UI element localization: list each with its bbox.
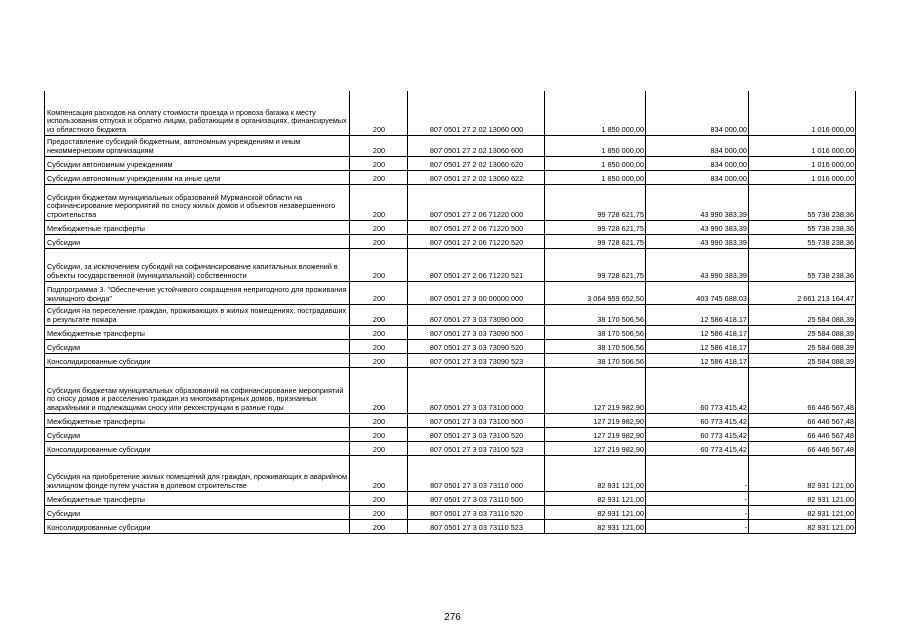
row-kbk-cell: 807 0501 27 2 02 13060 600 xyxy=(408,135,545,156)
row-kbk-cell: 807 0501 27 3 03 73100 523 xyxy=(408,441,545,455)
row-code-cell: 200 xyxy=(350,135,408,156)
row-name-cell: Субсидия бюджетам муниципальных образований Мурманской области на софинансирование мероприятий по сносу жилых домов и объектов незавершенного строительства xyxy=(45,184,350,220)
row-name-cell: Субсидии, за исключением субсидий на софинансирование капитальных вложений в объекты государственной (муниципальной) собственности xyxy=(45,248,350,281)
row-executed-cell: 834 000,00 xyxy=(646,170,749,184)
row-executed-cell: 834 000,00 xyxy=(646,135,749,156)
row-code-cell: 200 xyxy=(350,234,408,248)
row-name-cell: Субсидия на приобретение жилых помещений для граждан, проживающих в аварийном жилищном фонде путем участия в долевом строительстве xyxy=(45,455,350,491)
row-code-cell: 200 xyxy=(350,455,408,491)
row-kbk-cell: 807 0501 27 2 06 71220 000 xyxy=(408,184,545,220)
row-approved-cell: 38 170 506,56 xyxy=(545,325,646,339)
row-code-cell: 200 xyxy=(350,184,408,220)
row-name-cell: Консолидированные субсидии xyxy=(45,441,350,455)
row-code-cell: 200 xyxy=(350,304,408,325)
row-remaining-cell: 82 931 121,00 xyxy=(749,491,856,505)
table-row xyxy=(45,427,856,441)
row-executed-cell: 60 773 415,42 xyxy=(646,441,749,455)
table-row xyxy=(45,234,856,248)
row-name-cell: Субсидии xyxy=(45,505,350,519)
row-name-cell: Субсидии xyxy=(45,339,350,353)
row-code-cell: 200 xyxy=(350,505,408,519)
row-executed-cell: - xyxy=(646,491,749,505)
row-name-cell: Консолидированные субсидии xyxy=(45,519,350,533)
table-row xyxy=(45,184,856,220)
table-row xyxy=(45,505,856,519)
row-kbk-cell: 807 0501 27 2 06 71220 500 xyxy=(408,220,545,234)
row-approved-cell: 127 219 982,90 xyxy=(545,413,646,427)
row-kbk-cell: 807 0501 27 2 06 71220 520 xyxy=(408,234,545,248)
row-remaining-cell: 1 016 000,00 xyxy=(749,156,856,170)
row-remaining-cell: 1 016 000,00 xyxy=(749,135,856,156)
row-kbk-cell: 807 0501 27 3 03 73090 523 xyxy=(408,353,545,367)
row-code-cell: 200 xyxy=(350,156,408,170)
table-row xyxy=(45,156,856,170)
row-kbk-cell: 807 0501 27 2 02 13060 620 xyxy=(408,156,545,170)
row-kbk-cell: 807 0501 27 3 03 73100 000 xyxy=(408,367,545,413)
row-name-cell: Субсидии автономным учреждениям на иные цели xyxy=(45,170,350,184)
row-executed-cell: 834 000,00 xyxy=(646,91,749,135)
table-row xyxy=(45,248,856,281)
row-code-cell: 200 xyxy=(350,441,408,455)
row-remaining-cell: 55 738 238,36 xyxy=(749,184,856,220)
row-executed-cell: 12 586 418,17 xyxy=(646,304,749,325)
row-approved-cell: 38 170 506,56 xyxy=(545,304,646,325)
row-approved-cell: 99 728 621,75 xyxy=(545,220,646,234)
row-approved-cell: 3 064 959 652,50 xyxy=(545,281,646,304)
row-remaining-cell: 1 016 000,00 xyxy=(749,170,856,184)
row-remaining-cell: 82 931 121,00 xyxy=(749,519,856,533)
row-approved-cell: 99 728 621,75 xyxy=(545,248,646,281)
row-executed-cell: - xyxy=(646,519,749,533)
table-row xyxy=(45,441,856,455)
row-name-cell: Консолидированные субсидии xyxy=(45,353,350,367)
row-approved-cell: 1 850 000,00 xyxy=(545,91,646,135)
row-remaining-cell: 25 584 088,39 xyxy=(749,353,856,367)
row-code-cell: 200 xyxy=(350,248,408,281)
row-remaining-cell: 55 738 238,36 xyxy=(749,220,856,234)
row-remaining-cell: 66 446 567,48 xyxy=(749,441,856,455)
row-kbk-cell: 807 0501 27 3 03 73100 520 xyxy=(408,427,545,441)
table-row xyxy=(45,170,856,184)
row-name-cell: Межбюджетные трансферты xyxy=(45,220,350,234)
row-executed-cell: 43 990 383,39 xyxy=(646,248,749,281)
row-approved-cell: 127 219 982,90 xyxy=(545,441,646,455)
row-kbk-cell: 807 0501 27 2 02 13060 622 xyxy=(408,170,545,184)
row-approved-cell: 127 219 982,90 xyxy=(545,427,646,441)
row-kbk-cell: 807 0501 27 3 03 73110 523 xyxy=(408,519,545,533)
row-approved-cell: 38 170 506,56 xyxy=(545,353,646,367)
row-code-cell: 200 xyxy=(350,91,408,135)
page-number: 276 xyxy=(444,612,461,623)
row-executed-cell: 60 773 415,42 xyxy=(646,367,749,413)
row-name-cell: Субсидии xyxy=(45,427,350,441)
table-row xyxy=(45,455,856,491)
budget-table-body xyxy=(45,91,856,533)
row-name-cell: Субсидия бюджетам муниципальных образований на софинансирование мероприятий по сносу домов и расселению граждан из многоквартирных домов, признанных аварийными и подлежащими сносу или реконструкции в разные годы xyxy=(45,367,350,413)
row-name-cell: Компенсация расходов на оплату стоимости проезда и провоза багажа к месту использования отпуска и обратно лицам, работающим в организациях, финансируемых из областного бюджета xyxy=(45,91,350,135)
table-row xyxy=(45,91,856,135)
row-kbk-cell: 807 0501 27 3 03 73090 520 xyxy=(408,339,545,353)
row-approved-cell: 82 931 121,00 xyxy=(545,505,646,519)
row-code-cell: 200 xyxy=(350,491,408,505)
row-code-cell: 200 xyxy=(350,170,408,184)
row-code-cell: 200 xyxy=(350,367,408,413)
row-approved-cell: 127 219 982,90 xyxy=(545,367,646,413)
row-remaining-cell: 55 738 238,36 xyxy=(749,234,856,248)
row-remaining-cell: 55 738 238,36 xyxy=(749,248,856,281)
row-executed-cell: - xyxy=(646,505,749,519)
row-remaining-cell: 66 446 567,48 xyxy=(749,427,856,441)
row-remaining-cell: 66 446 567,48 xyxy=(749,367,856,413)
row-executed-cell: 12 586 418,17 xyxy=(646,339,749,353)
row-code-cell: 200 xyxy=(350,413,408,427)
row-approved-cell: 82 931 121,00 xyxy=(545,491,646,505)
table-row xyxy=(45,413,856,427)
table-row xyxy=(45,281,856,304)
row-executed-cell: 60 773 415,42 xyxy=(646,413,749,427)
row-kbk-cell: 807 0501 27 3 03 73110 500 xyxy=(408,491,545,505)
row-code-cell: 200 xyxy=(350,220,408,234)
row-code-cell: 200 xyxy=(350,353,408,367)
row-executed-cell: 12 586 418,17 xyxy=(646,325,749,339)
table-row xyxy=(45,339,856,353)
budget-table xyxy=(44,91,856,534)
row-kbk-cell: 807 0501 27 3 03 73110 520 xyxy=(408,505,545,519)
row-remaining-cell: 82 931 121,00 xyxy=(749,455,856,491)
row-kbk-cell: 807 0501 27 3 00 00000 000 xyxy=(408,281,545,304)
row-name-cell: Подпрограмма 3. "Обеспечение устойчивого сокращения непригодного для проживания жилищного фонда" xyxy=(45,281,350,304)
row-remaining-cell: 2 661 213 164,47 xyxy=(749,281,856,304)
row-remaining-cell: 25 584 088,39 xyxy=(749,339,856,353)
table-row xyxy=(45,220,856,234)
table-row xyxy=(45,135,856,156)
row-name-cell: Субсидии автономным учреждениям xyxy=(45,156,350,170)
row-remaining-cell: 1 016 000,00 xyxy=(749,91,856,135)
row-kbk-cell: 807 0501 27 3 03 73090 000 xyxy=(408,304,545,325)
row-name-cell: Субсидия на переселение граждан, проживающих в жилых помещениях, пострадавших в результате пожара xyxy=(45,304,350,325)
row-approved-cell: 82 931 121,00 xyxy=(545,519,646,533)
row-executed-cell: 12 586 418,17 xyxy=(646,353,749,367)
row-executed-cell: 43 990 383,39 xyxy=(646,220,749,234)
row-approved-cell: 1 850 000,00 xyxy=(545,170,646,184)
table-row xyxy=(45,325,856,339)
table-row xyxy=(45,304,856,325)
row-remaining-cell: 25 584 088,39 xyxy=(749,325,856,339)
row-approved-cell: 99 728 621,75 xyxy=(545,234,646,248)
row-name-cell: Межбюджетные трансферты xyxy=(45,325,350,339)
row-kbk-cell: 807 0501 27 3 03 73110 000 xyxy=(408,455,545,491)
row-executed-cell: 834 000,00 xyxy=(646,156,749,170)
row-executed-cell: 60 773 415,42 xyxy=(646,427,749,441)
row-kbk-cell: 807 0501 27 3 03 73100 500 xyxy=(408,413,545,427)
row-name-cell: Предоставление субсидий бюджетным, автономным учреждениям и иным некоммерческим организациям xyxy=(45,135,350,156)
row-kbk-cell: 807 0501 27 2 06 71220 521 xyxy=(408,248,545,281)
row-approved-cell: 1 850 000,00 xyxy=(545,156,646,170)
row-name-cell: Субсидии xyxy=(45,234,350,248)
row-name-cell: Межбюджетные трансферты xyxy=(45,413,350,427)
row-approved-cell: 1 850 000,00 xyxy=(545,135,646,156)
row-kbk-cell: 807 0501 27 2 02 13060 000 xyxy=(408,91,545,135)
row-code-cell: 200 xyxy=(350,281,408,304)
row-name-cell: Межбюджетные трансферты xyxy=(45,491,350,505)
row-code-cell: 200 xyxy=(350,325,408,339)
table-row xyxy=(45,519,856,533)
row-code-cell: 200 xyxy=(350,427,408,441)
row-remaining-cell: 25 584 088,39 xyxy=(749,304,856,325)
row-code-cell: 200 xyxy=(350,519,408,533)
row-code-cell: 200 xyxy=(350,339,408,353)
table-row xyxy=(45,367,856,413)
row-executed-cell: 403 745 688,03 xyxy=(646,281,749,304)
row-executed-cell: - xyxy=(646,455,749,491)
row-executed-cell: 43 990 383,39 xyxy=(646,184,749,220)
row-approved-cell: 82 931 121,00 xyxy=(545,455,646,491)
row-remaining-cell: 82 931 121,00 xyxy=(749,505,856,519)
row-approved-cell: 38 170 506,56 xyxy=(545,339,646,353)
row-kbk-cell: 807 0501 27 3 03 73090 500 xyxy=(408,325,545,339)
row-remaining-cell: 66 446 567,48 xyxy=(749,413,856,427)
table-row xyxy=(45,491,856,505)
table-row xyxy=(45,353,856,367)
row-executed-cell: 43 990 383,39 xyxy=(646,234,749,248)
row-approved-cell: 99 728 621,75 xyxy=(545,184,646,220)
